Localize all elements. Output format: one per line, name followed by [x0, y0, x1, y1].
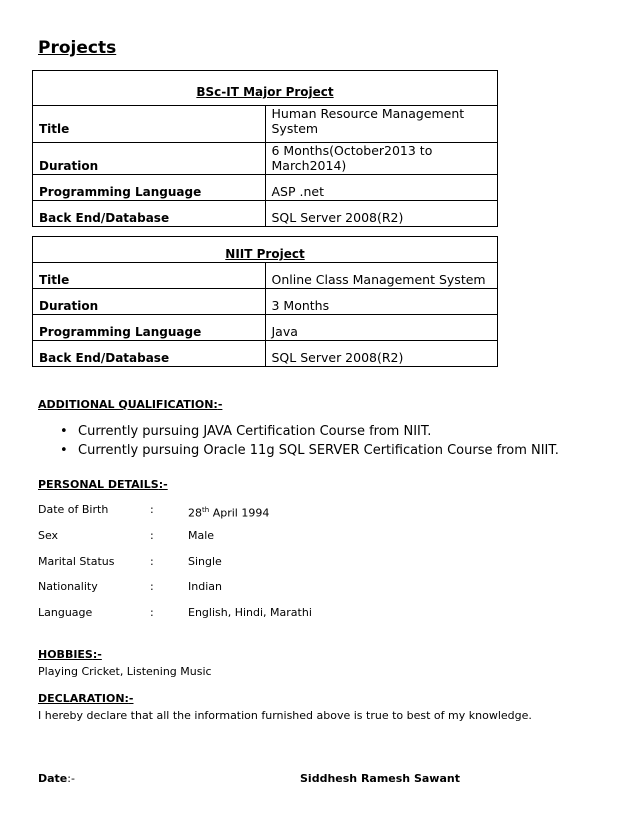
list-item: • Currently pursuing Oracle 11g SQL SERVER Certification Course from NIIT. [60, 441, 559, 460]
dob-suffix: th [202, 506, 210, 514]
detail-colon: : [150, 529, 154, 542]
qualification-list [60, 422, 559, 460]
heading-text: HOBBIES [38, 648, 93, 661]
detail-colon: : [150, 555, 154, 568]
heading-text: ADDITIONAL QUALIFICATION: [38, 398, 218, 411]
row-label: Programming Language [33, 175, 266, 201]
date-line [38, 772, 75, 785]
heading-suffix: :- [158, 478, 168, 491]
row-label: Duration [33, 143, 266, 175]
dob-day: 28 [188, 506, 202, 520]
row-value: SQL Server 2008(R2) [265, 341, 498, 367]
project-heading: BSc-IT Major Project [33, 71, 498, 106]
heading-text: PERSONAL DETAILS [38, 478, 159, 491]
dob-rest: April 1994 [212, 506, 270, 520]
detail-label: Date of Birth [38, 503, 109, 516]
list-item: • Currently pursuing JAVA Certification Course from NIIT. [60, 422, 559, 441]
row-label: Duration [33, 289, 266, 315]
heading-text: DECLARATION: [38, 692, 129, 705]
row-value: ASP .net [265, 175, 498, 201]
detail-value: Male [188, 529, 215, 542]
hobbies-heading [38, 648, 102, 661]
declaration-text: I hereby declare that all the information furnished above is true to best of my knowledge. [38, 709, 532, 722]
detail-value: English, Hindi, Marathi [188, 606, 312, 619]
row-label: Title [33, 263, 266, 289]
date-suffix: :- [67, 772, 75, 785]
row-label: Back End/Database [33, 201, 266, 227]
row-label: Back End/Database [33, 341, 266, 367]
detail-value: Indian [188, 580, 222, 593]
detail-colon: : [150, 580, 154, 593]
detail-colon: : [150, 606, 154, 619]
detail-label: Sex [38, 529, 59, 542]
row-value: Online Class Management System [265, 263, 498, 289]
row-value: 6 Months(October2013 to March2014) [265, 143, 498, 175]
row-value: 3 Months [265, 289, 498, 315]
hobbies-text: Playing Cricket, Listening Music [38, 665, 212, 678]
row-label: Programming Language [33, 315, 266, 341]
project-table-bsc-it [32, 70, 498, 227]
project-table-niit [32, 236, 498, 367]
date-label: Date [38, 772, 68, 785]
declaration-heading [38, 692, 134, 705]
detail-label: Language [38, 606, 93, 619]
row-value: Java [265, 315, 498, 341]
row-label: Title [33, 106, 266, 143]
page-title: Projects [38, 38, 117, 58]
additional-qualification-heading [38, 398, 222, 411]
detail-label: Marital Status [38, 555, 115, 568]
signature-name: Siddhesh Ramesh Sawant [300, 772, 460, 785]
heading-suffix: :- [92, 648, 102, 661]
row-value: SQL Server 2008(R2) [265, 201, 498, 227]
detail-label: Nationality [38, 580, 98, 593]
detail-colon: : [150, 503, 154, 516]
detail-value [188, 502, 269, 522]
heading-suffix: - [128, 692, 134, 705]
personal-details-heading [38, 478, 168, 491]
project-heading: NIIT Project [33, 237, 498, 263]
detail-value: Single [188, 555, 222, 568]
row-value: Human Resource Management System [265, 106, 498, 143]
heading-suffix: - [217, 398, 223, 411]
